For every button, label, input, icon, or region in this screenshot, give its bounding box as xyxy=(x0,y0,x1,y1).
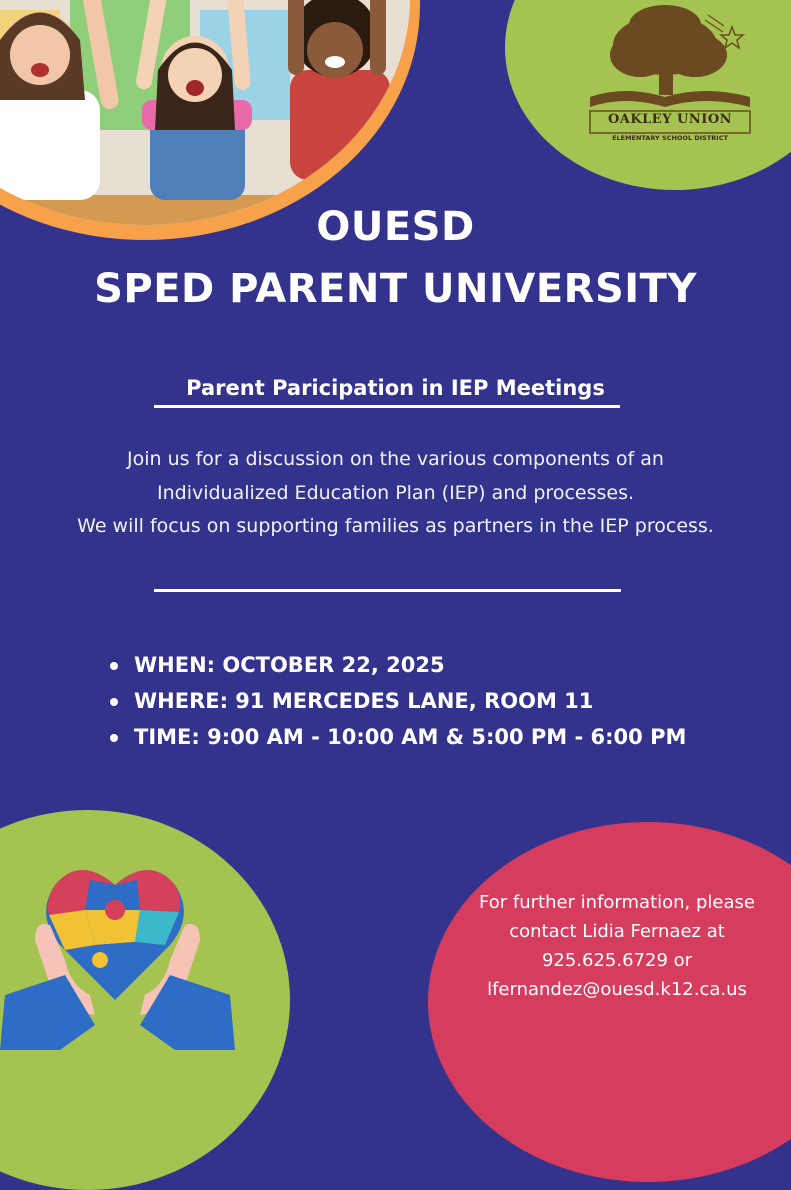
children-photo xyxy=(0,0,410,225)
contact-email[interactable]: lfernandez@ouesd.k12.ca.us xyxy=(487,979,747,1000)
detail-when: WHEN: OCTOBER 22, 2025 xyxy=(108,650,686,686)
logo-circle xyxy=(505,0,791,190)
title-line-2: SPED PARENT UNIVERSITY xyxy=(94,266,697,312)
description-line: We will focus on supporting families as partners in the IEP process. xyxy=(77,515,714,537)
subtitle-underline xyxy=(154,405,620,408)
contact-phone: 925.625.6729 or xyxy=(541,950,693,971)
contact-info xyxy=(462,888,772,1004)
oak-tree-logo-icon xyxy=(505,0,791,190)
children-photo-illustration xyxy=(0,0,410,225)
detail-where: WHERE: 91 MERCEDES LANE, ROOM 11 xyxy=(108,686,686,722)
puzzle-heart-hands-icon xyxy=(0,810,290,1190)
detail-time: TIME: 9:00 AM - 10:00 AM & 5:00 PM - 6:00 PM xyxy=(108,722,686,758)
logo-subname: ELEMENTARY SCHOOL DISTRICT xyxy=(612,134,728,142)
logo-name: OAKLEY UNION xyxy=(607,112,733,127)
contact-line: contact Lidia Fernaez at xyxy=(509,921,725,942)
description-line: Join us for a discussion on the various components of an xyxy=(127,448,664,470)
event-details-list xyxy=(108,650,686,758)
title-line-1: OUESD xyxy=(316,204,475,250)
session-subtitle: Parent Paricipation in IEP Meetings xyxy=(186,376,605,400)
section-divider xyxy=(154,589,621,592)
contact-line: For further information, please xyxy=(479,892,755,913)
description-line: Individualized Education Plan (IEP) and processes. xyxy=(156,482,635,504)
heart-circle xyxy=(0,810,290,1190)
